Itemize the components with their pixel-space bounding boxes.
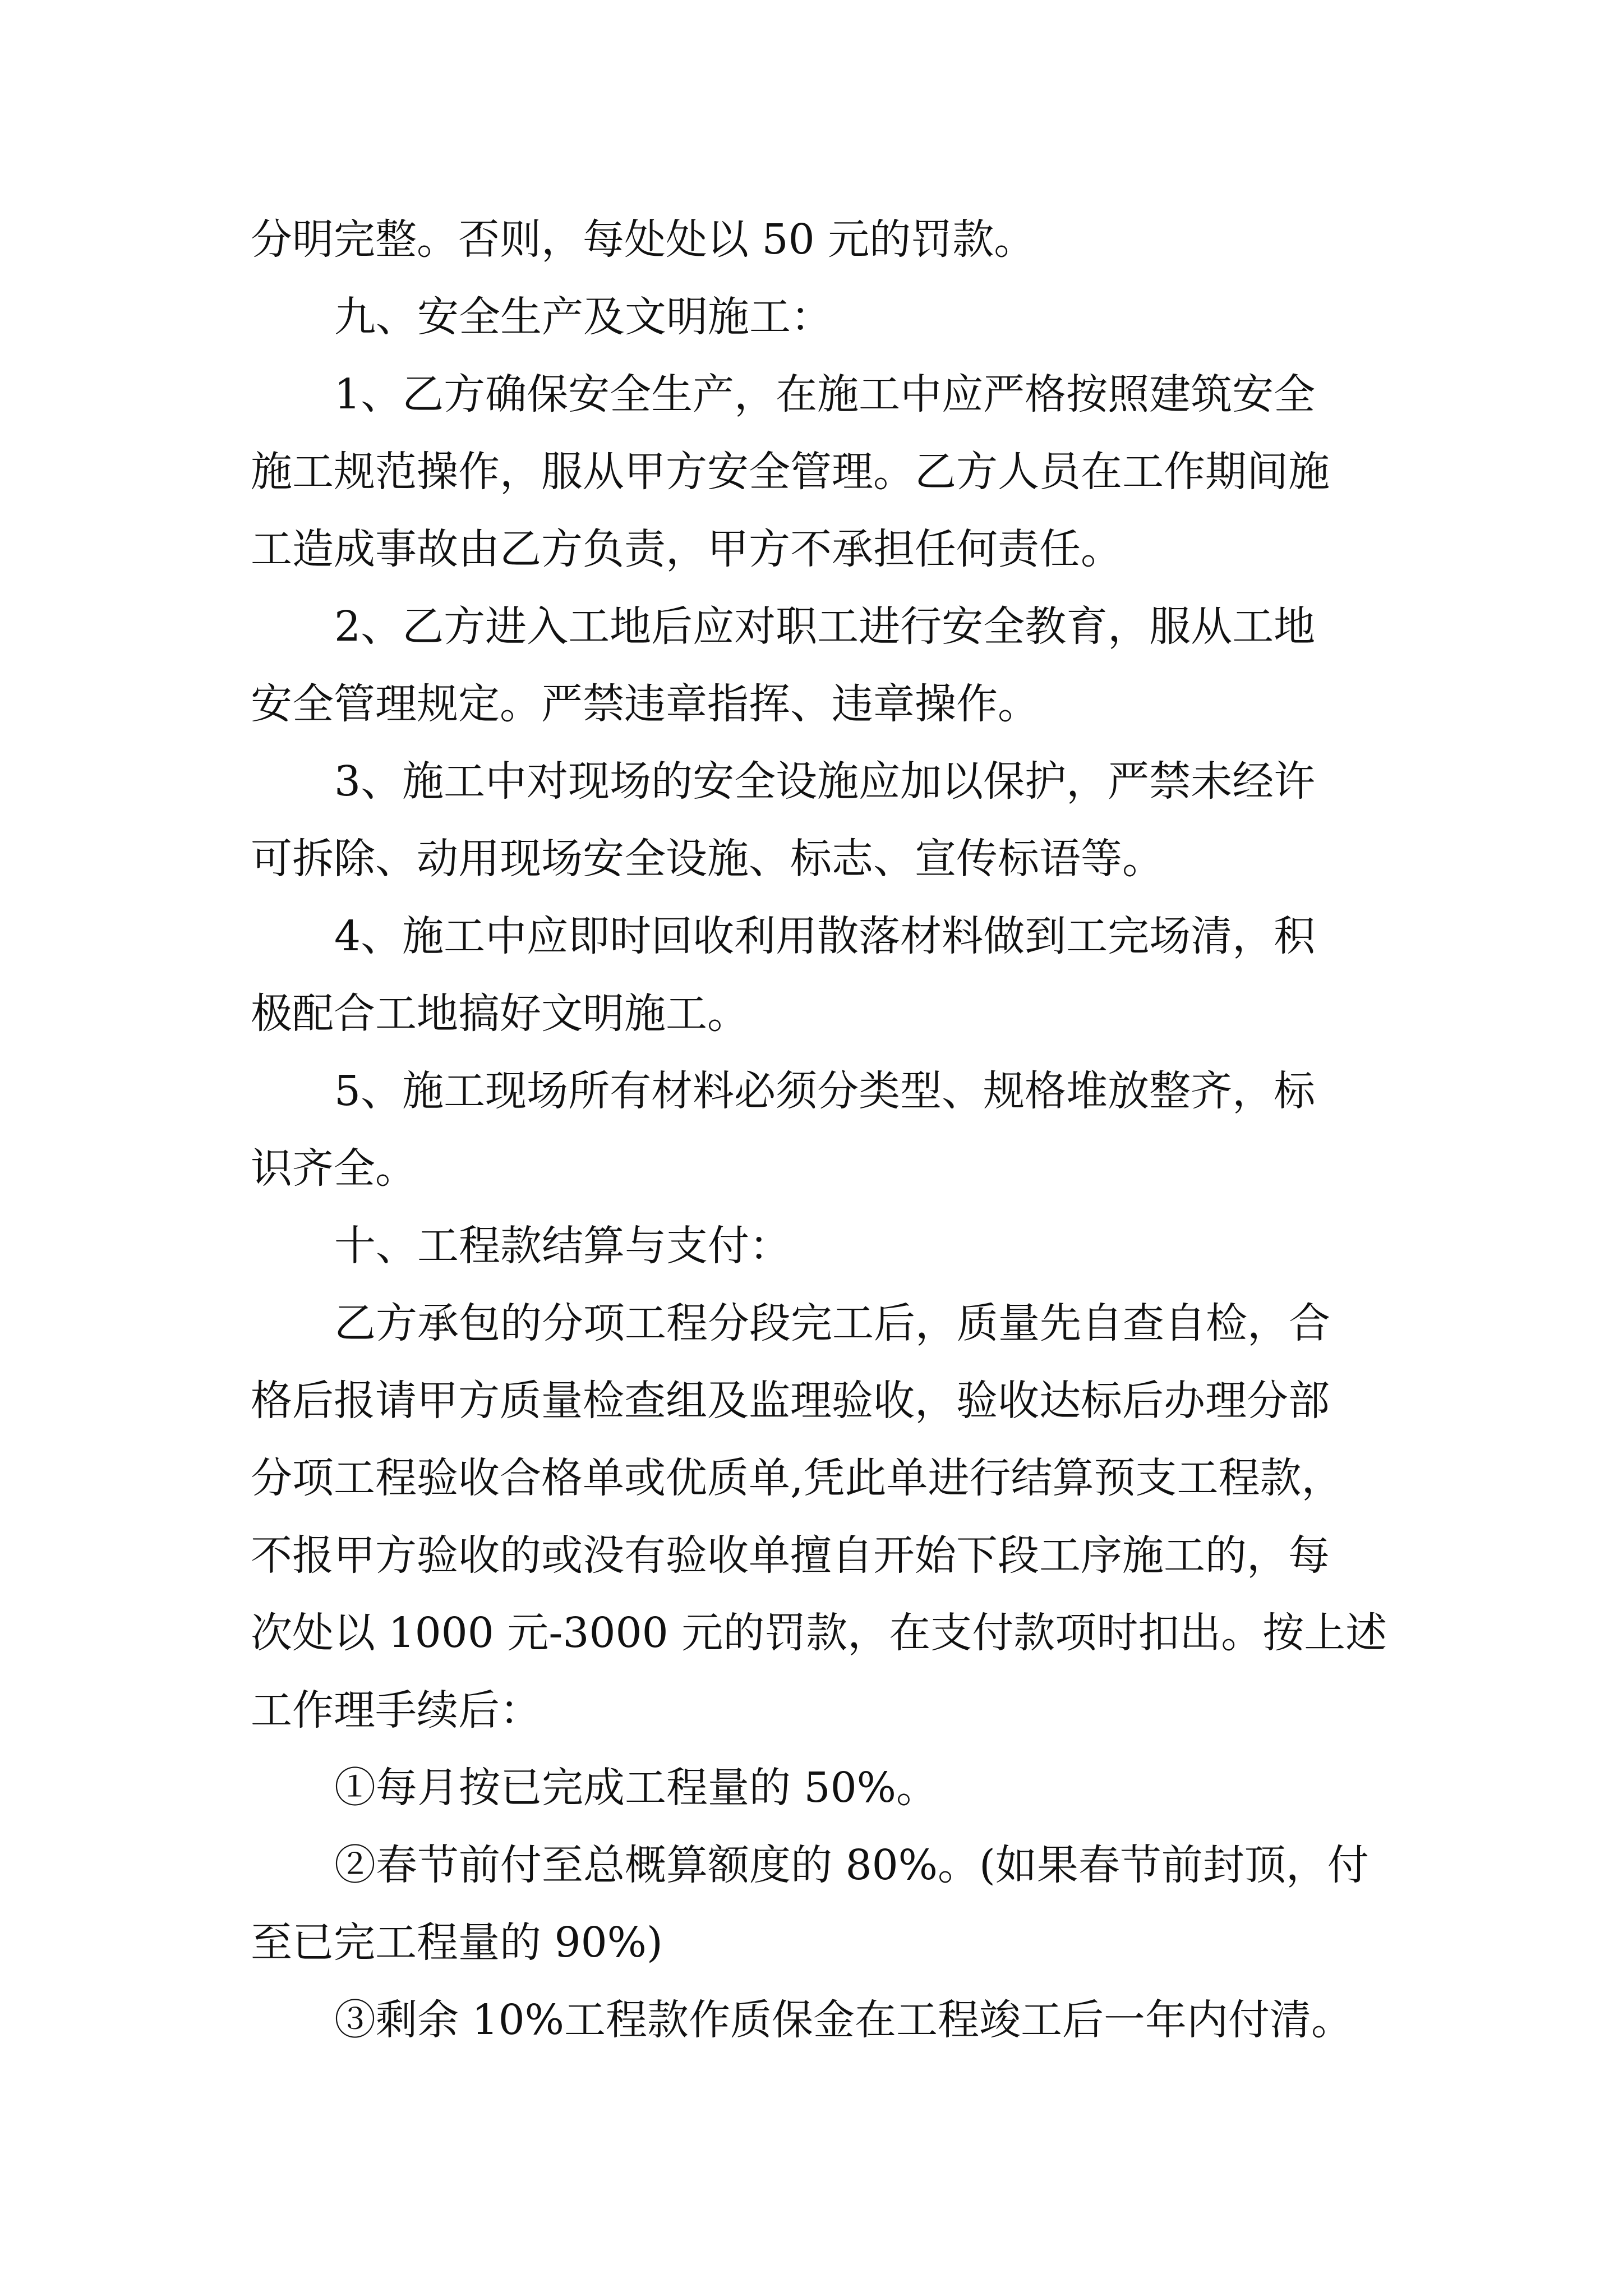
- text-line: 工作理手续后：: [251, 1686, 541, 1734]
- text-line: ②春节前付至总概算额度的 80%。(如果春节前封顶，付: [334, 1841, 1369, 1889]
- section-heading: 九、安全生产及文明施工：: [334, 293, 832, 341]
- text-line: 不报甲方验收的或没有验收单擅自开始下段工序施工的，每: [251, 1531, 1330, 1580]
- text-line: 分明完整。否则，每处处以 50 元的罚款。: [251, 215, 1036, 264]
- text-line: 5、施工现场所有材料必须分类型、规格堆放整齐，标: [334, 1067, 1316, 1115]
- text-line: 格后报请甲方质量检查组及监理验收，验收达标后办理分部: [251, 1377, 1330, 1425]
- text-line: 施工规范操作，服从甲方安全管理。乙方人员在工作期间施: [251, 448, 1330, 496]
- text-line: 安全管理规定。严禁违章指挥、违章操作。: [251, 680, 1039, 728]
- section-heading: 十、工程款结算与支付：: [334, 1222, 791, 1270]
- text-line: 4、施工中应即时回收利用散落材料做到工完场清，积: [334, 912, 1316, 960]
- text-line: 1、乙方确保安全生产，在施工中应严格按照建筑安全: [334, 370, 1316, 418]
- text-line: 分项工程验收合格单或优质单,凭此单进行结算预支工程款，: [251, 1454, 1343, 1502]
- text-line: 工造成事故由乙方负责，甲方不承担任何责任。: [251, 525, 1122, 573]
- text-line: ①每月按已完成工程量的 50%。: [334, 1764, 938, 1812]
- text-line: 3、施工中对现场的安全设施应加以保护，严禁未经许: [334, 757, 1316, 806]
- text-line: 次处以 1000 元-3000 元的罚款，在支付款项时扣出。按上述: [251, 1609, 1387, 1657]
- text-line: 2、乙方进入工地后应对职工进行安全教育，服从工地: [334, 602, 1316, 651]
- text-line: 极配合工地搞好文明施工。: [251, 990, 749, 1038]
- text-line: 可拆除、动用现场安全设施、标志、宣传标语等。: [251, 835, 1164, 883]
- text-line: 至已完工程量的 90%): [251, 1918, 663, 1967]
- text-line: ③剩余 10%工程款作质保金在工程竣工后一年内付清。: [334, 1996, 1353, 2044]
- text-line: 乙方承包的分项工程分段完工后，质量先自查自检，合: [334, 1299, 1330, 1347]
- text-line: 识齐全。: [251, 1144, 417, 1193]
